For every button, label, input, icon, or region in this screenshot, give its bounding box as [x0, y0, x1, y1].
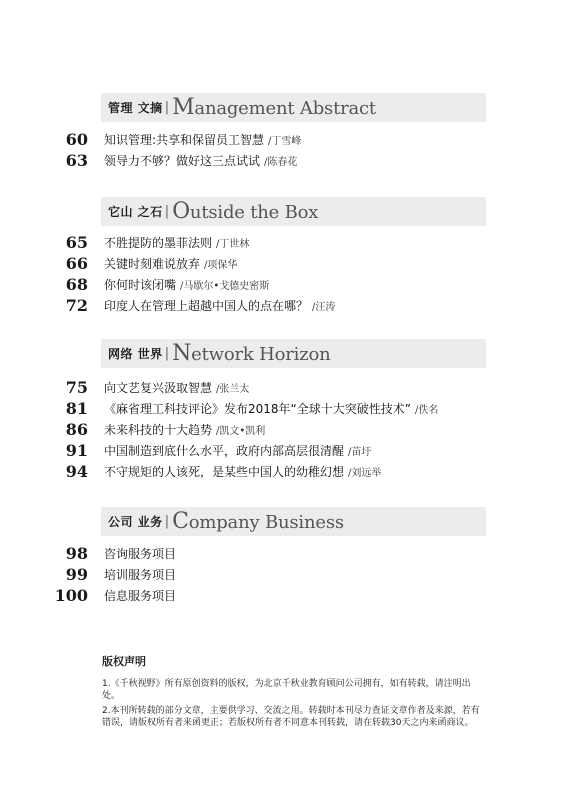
section-title-cn: 它山 之石 [108, 205, 163, 219]
page-number: 60 [65, 129, 88, 149]
toc-entry[interactable] [0, 377, 249, 397]
toc-entry[interactable] [0, 253, 237, 273]
section-header [101, 93, 486, 122]
article-title[interactable]: 《麻省理工科技评论》发布2018年“全球十大突破性技术” [104, 401, 411, 416]
page-number: 81 [65, 398, 88, 418]
article-title[interactable]: 印度人在管理上超越中国人的点在哪？ [104, 298, 309, 313]
copyright-paragraph: 2.本刊所转载的部分文章，主要供学习、交流之用。转载时本刊尽力查证文章作者及来源，若有错误，请版权所有者来函更正；若版权所有者不同意本刊转载，请在转载30天之内来函商议。 [102, 706, 480, 728]
toc-entry[interactable] [0, 398, 438, 418]
page-number: 94 [65, 461, 88, 481]
page-number: 65 [65, 232, 88, 252]
article-author: /刘远举 [348, 467, 382, 479]
page-number: 66 [65, 253, 88, 273]
toc-entry[interactable] [0, 295, 335, 315]
article-title[interactable]: 未来科技的十大趋势 [104, 422, 213, 437]
article-author: /丁世林 [216, 238, 250, 250]
toc-entry[interactable] [0, 419, 265, 439]
divider: | [164, 514, 170, 529]
article-author: /马歇尔•戈德史密斯 [180, 280, 270, 292]
toc-entry[interactable] [0, 129, 301, 149]
toc-entry[interactable] [0, 440, 371, 460]
article-author: /佚名 [414, 404, 439, 416]
toc-entry[interactable] [0, 232, 249, 252]
toc-entry[interactable] [0, 543, 176, 563]
article-author: /苗圩 [348, 446, 372, 458]
article-author: /凯文•凯利 [216, 425, 266, 437]
divider: | [164, 204, 170, 219]
page-number: 98 [65, 543, 88, 563]
section-header [101, 507, 486, 536]
article-title[interactable]: 你何时该闭嘴 [104, 277, 177, 292]
article-author: /陈春花 [264, 156, 298, 168]
article-author: /丁雪峰 [268, 135, 302, 147]
article-author: /张兰太 [216, 383, 250, 395]
page-number: 99 [65, 564, 88, 584]
toc-entry[interactable] [0, 461, 381, 481]
page-number: 75 [65, 377, 88, 397]
divider: | [164, 100, 170, 115]
toc-entry[interactable] [0, 564, 176, 584]
section-title-cn: 网络 世界 [108, 347, 163, 361]
divider: | [164, 346, 170, 361]
article-title[interactable]: 关键时刻难说放弃 [104, 256, 201, 271]
section-title-en: Management Abstract [172, 95, 376, 120]
copyright-paragraph: 1.《千秋视野》所有原创资料的版权，为北京千秋业教育顾问公司拥有，如有转载，请注明出处。 [102, 679, 471, 701]
section-header [101, 339, 486, 368]
section-title-cn: 管理 文摘 [108, 101, 163, 115]
page-number: 68 [65, 274, 88, 294]
article-title[interactable]: 培训服务项目 [104, 567, 177, 582]
toc-entry[interactable] [0, 150, 297, 170]
section-title-en: Company Business [172, 509, 344, 534]
article-title[interactable]: 不守规矩的人该死，是某些中国人的幼稚幻想 [104, 464, 345, 479]
article-author: /汪涛 [312, 301, 336, 313]
page-number: 63 [65, 150, 88, 170]
article-title[interactable]: 中国制造到底什么水平，政府内部高层很清醒 [104, 443, 345, 458]
section-title-en: Network Horizon [172, 341, 331, 366]
toc-entry[interactable] [0, 585, 176, 605]
article-title[interactable]: 向文艺复兴汲取智慧 [104, 380, 213, 395]
article-title[interactable]: 领导力不够？做好这三点试试 [104, 153, 261, 168]
page-number: 100 [54, 585, 88, 605]
article-title[interactable]: 咨询服务项目 [104, 546, 177, 561]
section-title-en: Outside the Box [172, 199, 319, 224]
article-title[interactable]: 不胜提防的墨菲法则 [104, 235, 213, 250]
section-title-cn: 公司 业务 [108, 515, 163, 529]
section-header [101, 197, 486, 226]
copyright-title: 版权声明 [102, 655, 146, 668]
article-title[interactable]: 知识管理:共享和保留员工智慧 [104, 132, 265, 147]
page-number: 91 [65, 440, 88, 460]
page-number: 86 [65, 419, 88, 439]
page-number: 72 [65, 295, 88, 315]
article-title[interactable]: 信息服务项目 [104, 588, 177, 603]
article-author: /项保华 [204, 259, 238, 271]
copyright-notice [102, 653, 480, 732]
toc-entry[interactable] [0, 274, 269, 294]
